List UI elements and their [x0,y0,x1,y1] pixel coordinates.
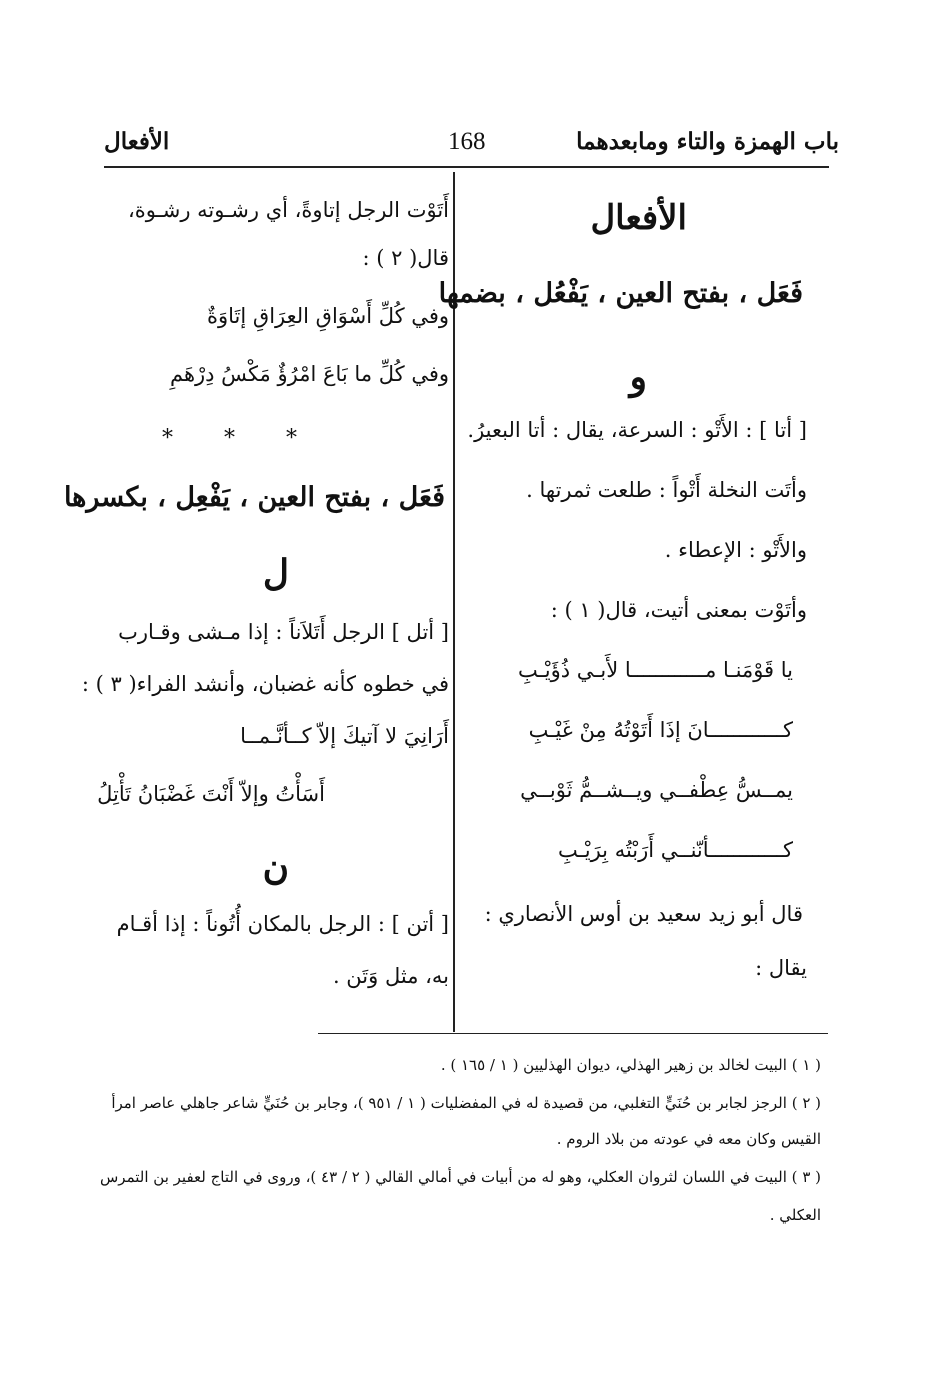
entry-line: به، مثل وَتَن . [332,964,449,988]
footnote: القيس وكان معه في عودته من بلاد الروم . [556,1130,821,1148]
entry-line: [ أتن ] : الرجل بالمكان أُتُوناً : إذا أقـام [116,912,449,936]
footnote: ( ١ ) البيت لخالد بن زهير الهذلي، ديوان الهذليين ( ١ / ١٦٥ ) . [440,1056,821,1074]
entry-line: والأَتْو : الإعطاء . [664,538,807,562]
entry-line: [ أتا ] : الأَتْو : السرعة، يقال : أتا البعيرُ. [467,418,807,442]
footnote: ( ٣ ) البيت في اللسان لثروان العكلي، وهو له من أبيات في أمالي القالي ( ٢ / ٤٣ )، وروى في التاج لعفير بن التمرس [100,1168,821,1186]
entry-line: [ أتل ] الرجل أَتَلاَناً : إذا مـشى وقـارب [118,620,449,644]
footnote-rule [318,1033,828,1034]
entry-line: قال أبو زيد سعيد بن أوس الأنصاري : [484,902,803,926]
section-header: الأفعال [104,128,170,155]
verse-line: كــــــــــــانَ إذَا أَتَوْتُهُ مِنْ غَيْـبِ [528,718,793,742]
verse-line: يا قَوْمَنـا مــــــــــــا لأَبـي ذُؤَيْـبِ [517,658,793,682]
letter-heading: ل [262,552,289,594]
entry-line: قال( ٢ ) : [362,246,449,270]
verse-line: أَسَأْتُ وإلاّ أَنْتَ غَضْبَانُ تَأْتِلُ [97,782,325,806]
chapter-header: باب الهمزة والتاء ومابعدهما [576,128,839,155]
header-rule [104,166,829,168]
section-title: الأفعال [590,198,687,238]
footnote: ( ٢ ) الرجز لجابر بن حُنَيٍّ التغلبي، من قصيدة له في المفضليات ( ١ / ٩٥١ )، وجابر بن حُنَيٍّ شاعر جاهلي عاصر امرأ [111,1094,821,1112]
letter-heading: و [629,356,647,398]
pattern-heading: فَعَل ، بفتح العين ، يَفْعِل ، بكسرها [63,482,445,513]
entry-line: وأتَت النخلة أَتْواً : طلعت ثمرتها . [526,478,807,502]
entry-line: في خطوه كأنه غضبان، وأنشد الفراء( ٣ ) : [81,672,449,696]
footnote: العكلي . [769,1206,821,1224]
verse-line: وفي كُلِّ أَسْوَاقِ العِرَاقِ إتَاوَةٌ [207,304,449,328]
entry-line: أَتَوْت الرجل إتاوةً، أي رشـوته رشـوة، [127,198,449,222]
separator-stars: * * * [162,426,319,451]
verse-line: وفي كُلِّ ما بَاعَ امْرُؤٌ مَكْسُ دِرْهَمِ [169,362,449,386]
verse-line: كــــــــــــأنّنــي أَرَبْتُه بِرَيْـبِ [557,838,793,862]
pattern-heading: فَعَل ، بفتح العين ، يَفْعُل ، بضمها [438,278,803,309]
page-number: 168 [448,128,486,155]
verse-line: أَرَانِيَ لا آتيكَ إلاّ كــأنَّـمــا [240,724,449,748]
letter-heading: ن [262,846,289,888]
entry-line: وأتَوْت بمعنى أتيت، قال( ١ ) : [550,598,807,622]
entry-line: يقال : [755,956,807,980]
verse-line: يمــسُّ عِطْفــي ويــشــمُّ ثَوْبــي [520,778,793,802]
